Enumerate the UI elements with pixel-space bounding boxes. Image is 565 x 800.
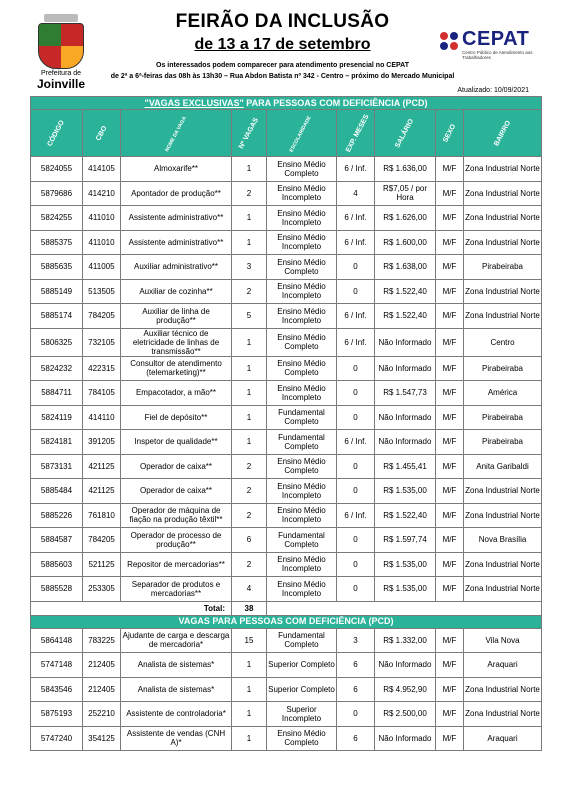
cell-nome-vaga: Almoxarife** — [121, 157, 232, 182]
cell-nome-vaga: Analista de sistemas* — [121, 653, 232, 678]
table-row — [31, 726, 542, 751]
cell-sexo: M/F — [436, 552, 464, 577]
cell-cbo: 761810 — [83, 503, 121, 528]
cell-salario: R$ 1.597,74 — [375, 528, 436, 553]
table-row — [31, 528, 542, 553]
cepat-mark-icon — [440, 32, 460, 52]
cell-codigo: 5875193 — [31, 702, 83, 727]
cell-nome-vaga: Assistente de vendas (CNH A)* — [121, 726, 232, 751]
cell-salario: R$ 1.522,40 — [375, 503, 436, 528]
cell-codigo: 5824181 — [31, 430, 83, 455]
cell-cbo: 521125 — [83, 552, 121, 577]
cell-salario: R$ 4.952,90 — [375, 677, 436, 702]
cell-escolaridade: Fundamental Completo — [267, 405, 337, 430]
cell-num-vagas: 15 — [232, 628, 267, 653]
cell-bairro: Pirabeiraba — [464, 405, 542, 430]
cell-num-vagas: 1 — [232, 157, 267, 182]
col-exp-meses: EXP. MESES — [337, 110, 375, 157]
section-exclusive-title-suffix: PARA PESSOAS COM DEFICIÊNCIA (PCD) — [243, 97, 428, 108]
cell-num-vagas: 2 — [232, 279, 267, 304]
col-nome-vaga: NOME DA VAGA — [121, 110, 232, 157]
cell-exp-meses: 6 / Inf. — [337, 157, 375, 182]
updated-date: Atualizado: 10/09/2021 — [457, 87, 529, 94]
section-pcd-title: VAGAS PARA PESSOAS COM DEFICIÊNCIA (PCD) — [31, 615, 542, 628]
table-row — [31, 628, 542, 653]
table-row — [31, 381, 542, 406]
cell-num-vagas: 5 — [232, 304, 267, 329]
cell-escolaridade: Ensino Médio Incompleto — [267, 577, 337, 602]
cell-exp-meses: 6 / Inf. — [337, 430, 375, 455]
cell-escolaridade: Ensino Médio Incompleto — [267, 181, 337, 206]
cell-sexo: M/F — [436, 157, 464, 182]
cell-sexo: M/F — [436, 726, 464, 751]
cell-exp-meses: 0 — [337, 702, 375, 727]
cell-nome-vaga: Separador de produtos e mercadorias** — [121, 577, 232, 602]
total-filler — [267, 601, 542, 615]
cell-nome-vaga: Assistente de controladoria* — [121, 702, 232, 727]
cell-cbo: 411005 — [83, 255, 121, 280]
col-codigo: CÓDIGO — [31, 110, 83, 157]
cell-salario: R$ 1.638,00 — [375, 255, 436, 280]
cell-cbo: 252210 — [83, 702, 121, 727]
cell-escolaridade: Superior Completo — [267, 677, 337, 702]
col-escolaridade: ESCOLARIDADE — [267, 110, 337, 157]
cell-codigo: 5824055 — [31, 157, 83, 182]
cell-salario: R$ 1.600,00 — [375, 230, 436, 255]
cell-bairro: Vila Nova — [464, 628, 542, 653]
cell-escolaridade: Superior Completo — [267, 653, 337, 678]
cell-nome-vaga: Auxiliar de linha de produção** — [121, 304, 232, 329]
cell-escolaridade: Ensino Médio Completo — [267, 356, 337, 381]
cell-escolaridade: Fundamental Completo — [267, 528, 337, 553]
cell-nome-vaga: Inspetor de qualidade** — [121, 430, 232, 455]
table-row — [31, 255, 542, 280]
cell-exp-meses: 6 — [337, 653, 375, 678]
cell-nome-vaga: Analista de sistemas* — [121, 677, 232, 702]
cell-sexo: M/F — [436, 577, 464, 602]
cell-codigo: 5879686 — [31, 181, 83, 206]
cell-codigo: 5885149 — [31, 279, 83, 304]
cell-num-vagas: 1 — [232, 405, 267, 430]
cell-cbo: 421125 — [83, 454, 121, 479]
cell-sexo: M/F — [436, 304, 464, 329]
cell-nome-vaga: Empacotador, a mão** — [121, 381, 232, 406]
cell-sexo: M/F — [436, 454, 464, 479]
cell-sexo: M/F — [436, 356, 464, 381]
cell-salario: R$ 1.535,00 — [375, 552, 436, 577]
col-num-vagas: Nº VAGAS — [232, 110, 267, 157]
cell-salario: R$ 2.500,00 — [375, 702, 436, 727]
cell-nome-vaga: Auxiliar técnico de eletricidade de linhas de transmissão** — [121, 328, 232, 356]
cell-cbo: 422315 — [83, 356, 121, 381]
table-row — [31, 503, 542, 528]
cell-nome-vaga: Operador de caixa** — [121, 454, 232, 479]
cell-escolaridade: Ensino Médio Completo — [267, 726, 337, 751]
logo-prefeitura-text: Prefeitura de — [40, 70, 82, 77]
table-row — [31, 279, 542, 304]
cell-num-vagas: 1 — [232, 206, 267, 231]
cell-escolaridade: Ensino Médio Incompleto — [267, 304, 337, 329]
cell-nome-vaga: Operador de máquina de fiação na produção têxtil** — [121, 503, 232, 528]
cell-cbo: 513505 — [83, 279, 121, 304]
col-bairro: BAIRRO — [464, 110, 542, 157]
cell-nome-vaga: Auxiliar de cozinha** — [121, 279, 232, 304]
total-label: Total: — [31, 601, 232, 615]
cell-bairro: Zona Industrial Norte — [464, 157, 542, 182]
cell-cbo: 784105 — [83, 381, 121, 406]
cell-nome-vaga: Consultor de atendimento (telemarketing)** — [121, 356, 232, 381]
table-row — [31, 577, 542, 602]
cell-escolaridade: Ensino Médio Completo — [267, 157, 337, 182]
cell-exp-meses: 6 — [337, 726, 375, 751]
cell-escolaridade: Fundamental Completo — [267, 430, 337, 455]
cell-bairro: Nova Brasília — [464, 528, 542, 553]
cell-num-vagas: 1 — [232, 230, 267, 255]
cell-cbo: 411010 — [83, 206, 121, 231]
cell-sexo: M/F — [436, 181, 464, 206]
page-subtitle: de 13 a 17 de setembro — [194, 36, 371, 53]
cell-exp-meses: 0 — [337, 479, 375, 504]
cell-num-vagas: 2 — [232, 454, 267, 479]
cell-escolaridade: Ensino Médio Incompleto — [267, 381, 337, 406]
table-row — [31, 702, 542, 727]
cell-salario: R$ 1.636,00 — [375, 157, 436, 182]
cell-bairro: Zona Industrial Norte — [464, 702, 542, 727]
cell-codigo: 5873131 — [31, 454, 83, 479]
table-row — [31, 430, 542, 455]
cell-escolaridade: Ensino Médio Incompleto — [267, 479, 337, 504]
cell-num-vagas: 2 — [232, 503, 267, 528]
total-row — [31, 601, 542, 615]
cell-exp-meses: 0 — [337, 381, 375, 406]
cell-salario: Não Informado — [375, 405, 436, 430]
cell-bairro: Pirabeiraba — [464, 255, 542, 280]
cell-exp-meses: 6 / Inf. — [337, 328, 375, 356]
cell-cbo: 212405 — [83, 653, 121, 678]
cell-exp-meses: 0 — [337, 528, 375, 553]
cepat-logo — [440, 30, 540, 60]
cell-bairro: Zona Industrial Norte — [464, 181, 542, 206]
cell-escolaridade: Ensino Médio Incompleto — [267, 279, 337, 304]
cell-escolaridade: Ensino Médio Completo — [267, 454, 337, 479]
cell-codigo: 5885528 — [31, 577, 83, 602]
cell-sexo: M/F — [436, 230, 464, 255]
cell-sexo: M/F — [436, 206, 464, 231]
cell-nome-vaga: Apontador de produção** — [121, 181, 232, 206]
cell-exp-meses: 0 — [337, 279, 375, 304]
table-row — [31, 677, 542, 702]
cell-codigo: 5885484 — [31, 479, 83, 504]
page-header — [0, 0, 565, 96]
section-exclusive-header — [31, 97, 542, 110]
cell-salario: R$7,05 / por Hora — [375, 181, 436, 206]
cell-escolaridade: Ensino Médio Incompleto — [267, 230, 337, 255]
cell-salario: Não Informado — [375, 328, 436, 356]
cell-exp-meses: 0 — [337, 552, 375, 577]
cell-num-vagas: 3 — [232, 255, 267, 280]
cell-cbo: 784205 — [83, 528, 121, 553]
cell-codigo: 5747240 — [31, 726, 83, 751]
cell-escolaridade: Fundamental Completo — [267, 628, 337, 653]
cell-num-vagas: 1 — [232, 702, 267, 727]
cell-cbo: 253305 — [83, 577, 121, 602]
cell-bairro: Zona Industrial Norte — [464, 206, 542, 231]
cell-sexo: M/F — [436, 503, 464, 528]
cell-exp-meses: 0 — [337, 405, 375, 430]
cell-exp-meses: 3 — [337, 628, 375, 653]
cell-bairro: Araquari — [464, 653, 542, 678]
cell-codigo: 5864148 — [31, 628, 83, 653]
cell-escolaridade: Ensino Médio Completo — [267, 328, 337, 356]
cell-salario: Não Informado — [375, 726, 436, 751]
table-row — [31, 552, 542, 577]
cell-escolaridade: Ensino Médio Completo — [267, 255, 337, 280]
cell-cbo: 414105 — [83, 157, 121, 182]
cell-salario: R$ 1.535,00 — [375, 577, 436, 602]
table-row — [31, 479, 542, 504]
cell-bairro: Pirabeiraba — [464, 356, 542, 381]
cell-bairro: Pirabeiraba — [464, 430, 542, 455]
cell-sexo: M/F — [436, 279, 464, 304]
col-cbo: CBO — [83, 110, 121, 157]
cell-exp-meses: 6 / Inf. — [337, 503, 375, 528]
cell-codigo: 5885174 — [31, 304, 83, 329]
cell-exp-meses: 0 — [337, 356, 375, 381]
cell-sexo: M/F — [436, 328, 464, 356]
cell-num-vagas: 2 — [232, 479, 267, 504]
table-row — [31, 157, 542, 182]
cell-cbo: 354125 — [83, 726, 121, 751]
cell-bairro: Centro — [464, 328, 542, 356]
cell-salario: R$ 1.455,41 — [375, 454, 436, 479]
cell-nome-vaga: Assistente administrativo** — [121, 206, 232, 231]
cell-salario: R$ 1.522,40 — [375, 304, 436, 329]
cell-sexo: M/F — [436, 430, 464, 455]
cell-bairro: Anita Garibaldi — [464, 454, 542, 479]
info-line-1: Os interessados podem comparecer para atendimento presencial no CEPAT — [156, 62, 409, 69]
cell-bairro: Zona Industrial Norte — [464, 304, 542, 329]
cell-num-vagas: 1 — [232, 430, 267, 455]
vacancies-table — [30, 96, 542, 751]
cell-cbo: 784205 — [83, 304, 121, 329]
cell-bairro: Zona Industrial Norte — [464, 577, 542, 602]
table-row — [31, 454, 542, 479]
cell-codigo: 5885226 — [31, 503, 83, 528]
cell-escolaridade: Ensino Médio Incompleto — [267, 206, 337, 231]
cell-nome-vaga: Repositor de mercadorias** — [121, 552, 232, 577]
cell-salario: Não Informado — [375, 356, 436, 381]
page-title: FEIRÃO DA INCLUSÃO — [175, 11, 390, 32]
cell-cbo: 732105 — [83, 328, 121, 356]
info-line-2: de 2ª a 6ª-feiras das 08h às 13h30 – Rua Abdon Batista nº 342 - Centro – próximo do Mercado Municipal — [110, 73, 455, 80]
cell-num-vagas: 4 — [232, 577, 267, 602]
cell-codigo: 5885603 — [31, 552, 83, 577]
cell-codigo: 5884711 — [31, 381, 83, 406]
cell-sexo: M/F — [436, 405, 464, 430]
logo-city-text: Joinville — [36, 77, 86, 91]
cell-nome-vaga: Assistente administrativo** — [121, 230, 232, 255]
cell-salario: Não Informado — [375, 653, 436, 678]
cell-bairro: América — [464, 381, 542, 406]
cell-num-vagas: 2 — [232, 552, 267, 577]
table-row — [31, 356, 542, 381]
cell-bairro: Zona Industrial Norte — [464, 279, 542, 304]
cell-codigo: 5885375 — [31, 230, 83, 255]
cell-nome-vaga: Fiel de depósito** — [121, 405, 232, 430]
cell-bairro: Zona Industrial Norte — [464, 479, 542, 504]
cell-sexo: M/F — [436, 702, 464, 727]
cell-codigo: 5806325 — [31, 328, 83, 356]
cell-salario: R$ 1.626,00 — [375, 206, 436, 231]
cell-escolaridade: Ensino Médio Incompleto — [267, 552, 337, 577]
cell-cbo: 783225 — [83, 628, 121, 653]
cell-codigo: 5824119 — [31, 405, 83, 430]
cell-salario: R$ 1.522,40 — [375, 279, 436, 304]
cell-codigo: 5824255 — [31, 206, 83, 231]
cell-num-vagas: 1 — [232, 381, 267, 406]
cell-salario: R$ 1.547,73 — [375, 381, 436, 406]
cell-exp-meses: 0 — [337, 577, 375, 602]
cepat-subtitle: Centro Público de Atendimento aos Trabalhadores — [462, 50, 533, 60]
cell-bairro: Zona Industrial Norte — [464, 230, 542, 255]
cell-bairro: Zona Industrial Norte — [464, 552, 542, 577]
cell-sexo: M/F — [436, 255, 464, 280]
cell-sexo: M/F — [436, 381, 464, 406]
cell-salario: R$ 1.332,00 — [375, 628, 436, 653]
cell-exp-meses: 0 — [337, 454, 375, 479]
cell-codigo: 5884587 — [31, 528, 83, 553]
cell-sexo: M/F — [436, 628, 464, 653]
cell-exp-meses: 6 / Inf. — [337, 304, 375, 329]
cell-codigo: 5885635 — [31, 255, 83, 280]
cell-num-vagas: 1 — [232, 356, 267, 381]
cell-bairro: Araquari — [464, 726, 542, 751]
cell-exp-meses: 6 / Inf. — [337, 206, 375, 231]
cell-cbo: 411010 — [83, 230, 121, 255]
cell-num-vagas: 6 — [232, 528, 267, 553]
table-row — [31, 405, 542, 430]
table-row — [31, 206, 542, 231]
cepat-name: CEPAT — [462, 28, 530, 50]
table-row — [31, 304, 542, 329]
col-salario: SALÁRIO — [375, 110, 436, 157]
table-row — [31, 181, 542, 206]
cell-salario: Não Informado — [375, 430, 436, 455]
total-value: 38 — [232, 601, 267, 615]
cell-num-vagas: 1 — [232, 653, 267, 678]
table-row — [31, 230, 542, 255]
table-row — [31, 328, 542, 356]
cell-cbo: 212405 — [83, 677, 121, 702]
cell-exp-meses: 6 / Inf. — [337, 230, 375, 255]
cell-sexo: M/F — [436, 479, 464, 504]
cell-salario: R$ 1.535,00 — [375, 479, 436, 504]
cell-num-vagas: 1 — [232, 677, 267, 702]
cell-cbo: 414110 — [83, 405, 121, 430]
cell-exp-meses: 4 — [337, 181, 375, 206]
cell-sexo: M/F — [436, 677, 464, 702]
cell-codigo: 5824232 — [31, 356, 83, 381]
cell-num-vagas: 2 — [232, 181, 267, 206]
column-headers — [31, 110, 542, 157]
table-row — [31, 653, 542, 678]
cell-exp-meses: 0 — [337, 255, 375, 280]
cell-bairro: Zona Industrial Norte — [464, 677, 542, 702]
section-exclusive-title-prefix: "VAGAS EXCLUSIVAS" — [144, 97, 244, 108]
cell-sexo: M/F — [436, 653, 464, 678]
cell-nome-vaga: Ajudante de carga e descarga de mercadoria* — [121, 628, 232, 653]
cell-codigo: 5843546 — [31, 677, 83, 702]
cell-bairro: Zona Industrial Norte — [464, 503, 542, 528]
col-sexo: SEXO — [436, 110, 464, 157]
cell-cbo: 391205 — [83, 430, 121, 455]
cell-nome-vaga: Operador de processo de produção** — [121, 528, 232, 553]
cell-escolaridade: Ensino Médio Incompleto — [267, 503, 337, 528]
cell-num-vagas: 1 — [232, 726, 267, 751]
cell-sexo: M/F — [436, 528, 464, 553]
cell-num-vagas: 1 — [232, 328, 267, 356]
cell-cbo: 421125 — [83, 479, 121, 504]
cell-escolaridade: Superior Incompleto — [267, 702, 337, 727]
cell-exp-meses: 6 — [337, 677, 375, 702]
cell-nome-vaga: Operador de caixa** — [121, 479, 232, 504]
cell-nome-vaga: Auxiliar administrativo** — [121, 255, 232, 280]
cell-codigo: 5747148 — [31, 653, 83, 678]
cell-cbo: 414210 — [83, 181, 121, 206]
section-pcd-header — [31, 615, 542, 628]
